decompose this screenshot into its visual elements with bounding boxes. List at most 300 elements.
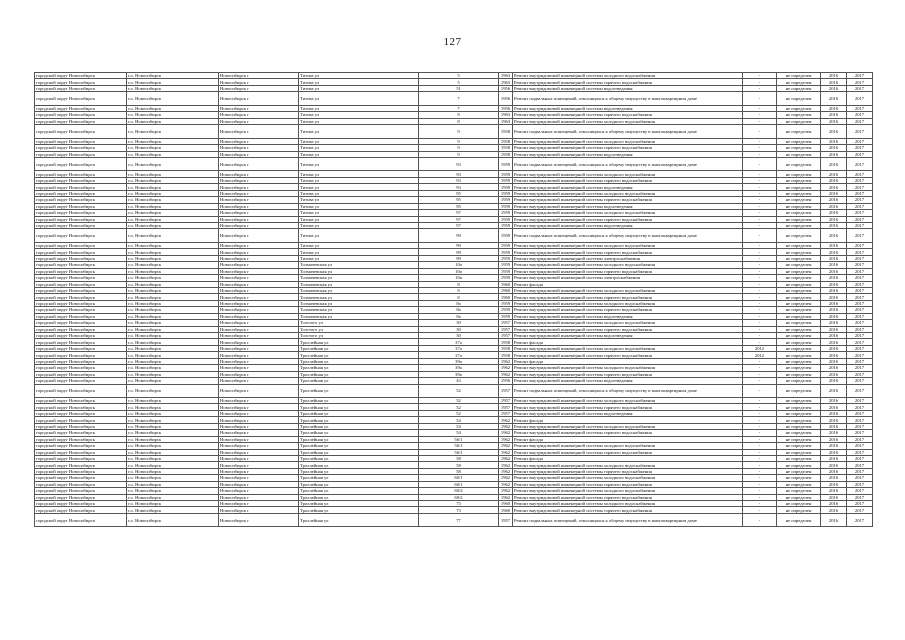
cell-district: городской округ Новосибирск [35, 404, 127, 410]
cell-district: городской округ Новосибирск [35, 378, 127, 384]
cell-locality: Новосибирск г [219, 313, 299, 319]
cell-street: Толмачевская ул [299, 262, 419, 268]
cell-year: 1962 [499, 481, 513, 487]
cell-municipality: г.о. Новосибирск [127, 112, 219, 118]
cell-locality: Новосибирск г [219, 345, 299, 351]
cell-work: Ремонт внутридомовой инженерной системы холодного водоснабжения [513, 171, 743, 177]
cell-year-start: 2016 [821, 184, 847, 190]
cell-work: Ремонт внутридомовой инженерной системы холодного водоснабжения [513, 210, 743, 216]
cell-year-end: 2017 [847, 507, 873, 513]
cell-district: городской округ Новосибирск [35, 417, 127, 423]
cell-year: 1959 [499, 255, 513, 261]
cell-municipality: г.о. Новосибирск [127, 151, 219, 157]
cell-house: 10а [419, 268, 499, 274]
cell-street: Троллейная ул [299, 358, 419, 364]
cell-year-end: 2017 [847, 468, 873, 474]
cell-locality: Новосибирск г [219, 494, 299, 500]
table-row [35, 229, 873, 243]
cell-municipality: г.о. Новосибирск [127, 262, 219, 268]
cell-year-start: 2016 [821, 507, 847, 513]
cell-locality: Новосибирск г [219, 410, 299, 416]
cell-house: 60/1 [419, 475, 499, 481]
cell-district: городской округ Новосибирск [35, 436, 127, 442]
cell-work: Ремонт внутридомовой инженерной системы водоотведения [513, 105, 743, 111]
cell-district: городской округ Новосибирск [35, 197, 127, 203]
cell-year-end: 2017 [847, 358, 873, 364]
cell-locality: Новосибирск г [219, 398, 299, 404]
table-row [35, 384, 873, 398]
cell-street: Титова ул [299, 190, 419, 196]
cell-locality: Новосибирск г [219, 507, 299, 513]
cell-municipality: г.о. Новосибирск [127, 488, 219, 494]
cell-work: Ремонт внутридомовой инженерной системы холодного водоснабжения [513, 73, 743, 79]
cell-house: 52 [419, 404, 499, 410]
cell-year-start: 2016 [821, 300, 847, 306]
cell-dash: - [743, 184, 777, 190]
cell-plan: не определен [777, 79, 821, 85]
cell-year-start: 2016 [821, 326, 847, 332]
cell-house: 97 [419, 216, 499, 222]
cell-locality: Новосибирск г [219, 384, 299, 398]
cell-work: Ремонт внутридомовой инженерной системы холодного водоснабжения [513, 475, 743, 481]
cell-year: 1962 [499, 358, 513, 364]
cell-year: 1960 [499, 294, 513, 300]
cell-municipality: г.о. Новосибирск [127, 216, 219, 222]
cell-plan: не определен [777, 222, 821, 228]
cell-year-end: 2017 [847, 345, 873, 351]
cell-year-start: 2016 [821, 365, 847, 371]
cell-year: 1959 [499, 197, 513, 203]
cell-district: городской округ Новосибирск [35, 352, 127, 358]
table-row [35, 513, 873, 527]
cell-year-end: 2017 [847, 513, 873, 527]
cell-dash: - [743, 481, 777, 487]
cell-street: Титова ул [299, 92, 419, 106]
cell-house: 93 [419, 177, 499, 183]
cell-year-end: 2017 [847, 105, 873, 111]
cell-district: городской округ Новосибирск [35, 242, 127, 248]
cell-year-end: 2017 [847, 436, 873, 442]
cell-year: 1959 [499, 216, 513, 222]
cell-plan: не определен [777, 255, 821, 261]
cell-district: городской округ Новосибирск [35, 229, 127, 243]
cell-work: Ремонт внутридомовой инженерной системы холодного водоснабжения [513, 138, 743, 144]
cell-dash: - [743, 262, 777, 268]
cell-house: 95 [419, 203, 499, 209]
cell-locality: Новосибирск г [219, 112, 299, 118]
cell-house: 39а [419, 371, 499, 377]
cell-locality: Новосибирск г [219, 339, 299, 345]
cell-municipality: г.о. Новосибирск [127, 92, 219, 106]
cell-plan: не определен [777, 197, 821, 203]
cell-work: Ремонт внутридомовой инженерной системы водоотведения [513, 151, 743, 157]
cell-work: Ремонт внутридомовой инженерной системы холодного водоснабжения [513, 345, 743, 351]
cell-municipality: г.о. Новосибирск [127, 85, 219, 91]
cell-year-start: 2016 [821, 118, 847, 124]
cell-year-end: 2017 [847, 210, 873, 216]
cell-year-end: 2017 [847, 157, 873, 171]
cell-dash: - [743, 307, 777, 313]
cell-year-start: 2016 [821, 92, 847, 106]
cell-work: Ремонт внутридомовой инженерной системы холодного водоснабжения [513, 242, 743, 248]
cell-year-end: 2017 [847, 404, 873, 410]
cell-year: 1962 [499, 462, 513, 468]
cell-house: 52 [419, 410, 499, 416]
cell-year-end: 2017 [847, 352, 873, 358]
cell-year-end: 2017 [847, 222, 873, 228]
cell-year-start: 2016 [821, 287, 847, 293]
cell-year: 1957 [499, 326, 513, 332]
cell-municipality: г.о. Новосибирск [127, 462, 219, 468]
cell-year-start: 2016 [821, 398, 847, 404]
cell-municipality: г.о. Новосибирск [127, 352, 219, 358]
cell-house: 37а [419, 345, 499, 351]
cell-work: Ремонт внутридомовой инженерной системы холодного водоснабжения [513, 190, 743, 196]
cell-house: 93 [419, 184, 499, 190]
cell-year-start: 2016 [821, 494, 847, 500]
cell-dash: - [743, 384, 777, 398]
cell-work: Ремонт внутридомовой инженерной системы водоотведения [513, 85, 743, 91]
cell-dash: - [743, 436, 777, 442]
cell-plan: не определен [777, 436, 821, 442]
cell-work: Ремонт внутридомовой инженерной системы водоотведения [513, 184, 743, 190]
cell-locality: Новосибирск г [219, 320, 299, 326]
cell-locality: Новосибирск г [219, 242, 299, 248]
cell-plan: не определен [777, 488, 821, 494]
cell-street: Троллейная ул [299, 436, 419, 442]
cell-year-end: 2017 [847, 171, 873, 177]
cell-year-start: 2016 [821, 157, 847, 171]
cell-dash: - [743, 222, 777, 228]
cell-district: городской округ Новосибирск [35, 138, 127, 144]
cell-plan: не определен [777, 73, 821, 79]
cell-street: Титова ул [299, 112, 419, 118]
cell-year-end: 2017 [847, 410, 873, 416]
cell-plan: не определен [777, 203, 821, 209]
cell-house: 52 [419, 398, 499, 404]
cell-work: Ремонт внутридомовой инженерной системы холодного водоснабжения [513, 262, 743, 268]
cell-plan: не определен [777, 468, 821, 474]
cell-locality: Новосибирск г [219, 488, 299, 494]
cell-district: городской округ Новосибирск [35, 275, 127, 281]
cell-year-start: 2016 [821, 125, 847, 139]
cell-work: Ремонт внутридомовой инженерной системы горячего водоснабжения [513, 507, 743, 513]
table-row [35, 157, 873, 171]
cell-street: Титова ул [299, 105, 419, 111]
cell-year: 1962 [499, 443, 513, 449]
cell-street: Троллейная ул [299, 513, 419, 527]
cell-street: Троллейная ул [299, 404, 419, 410]
cell-year: 1962 [499, 449, 513, 455]
cell-municipality: г.о. Новосибирск [127, 494, 219, 500]
cell-street: Титова ул [299, 138, 419, 144]
cell-municipality: г.о. Новосибирск [127, 307, 219, 313]
cell-municipality: г.о. Новосибирск [127, 468, 219, 474]
cell-municipality: г.о. Новосибирск [127, 118, 219, 124]
cell-street: Троллейная ул [299, 501, 419, 507]
cell-plan: не определен [777, 307, 821, 313]
cell-work: Ремонт внутридомовой инженерной системы водоотведения [513, 333, 743, 339]
cell-plan: не определен [777, 300, 821, 306]
cell-street: Троллейная ул [299, 481, 419, 487]
cell-district: городской округ Новосибирск [35, 365, 127, 371]
cell-house: 95 [419, 197, 499, 203]
cell-municipality: г.о. Новосибирск [127, 430, 219, 436]
cell-dash: - [743, 157, 777, 171]
cell-district: городской округ Новосибирск [35, 371, 127, 377]
cell-municipality: г.о. Новосибирск [127, 423, 219, 429]
cell-district: городской округ Новосибирск [35, 455, 127, 461]
cell-district: городской округ Новосибирск [35, 384, 127, 398]
cell-plan: не определен [777, 125, 821, 139]
cell-locality: Новосибирск г [219, 229, 299, 243]
cell-plan: не определен [777, 417, 821, 423]
cell-work: Ремонт подвальных помещений, относящихся к общему имуществу в многоквартирном доме [513, 125, 743, 139]
cell-house: 8 [419, 287, 499, 293]
cell-house: 8а [419, 313, 499, 319]
cell-district: городской округ Новосибирск [35, 294, 127, 300]
cell-dash: - [743, 216, 777, 222]
cell-district: городской округ Новосибирск [35, 268, 127, 274]
table-body [35, 73, 873, 527]
cell-locality: Новосибирск г [219, 73, 299, 79]
cell-dash: - [743, 125, 777, 139]
cell-year-start: 2016 [821, 210, 847, 216]
cell-year: 1959 [499, 210, 513, 216]
cell-year: 1962 [499, 436, 513, 442]
cell-dash: - [743, 171, 777, 177]
cell-year-start: 2016 [821, 475, 847, 481]
cell-dash: - [743, 287, 777, 293]
cell-house: 7 [419, 105, 499, 111]
cell-locality: Новосибирск г [219, 430, 299, 436]
cell-year-start: 2016 [821, 455, 847, 461]
cell-plan: не определен [777, 345, 821, 351]
cell-locality: Новосибирск г [219, 222, 299, 228]
cell-locality: Новосибирск г [219, 358, 299, 364]
cell-year-end: 2017 [847, 455, 873, 461]
cell-dash: 2012 [743, 352, 777, 358]
cell-locality: Новосибирск г [219, 138, 299, 144]
cell-year: 1962 [499, 430, 513, 436]
cell-dash: - [743, 281, 777, 287]
cell-year: 1962 [499, 365, 513, 371]
cell-dash: - [743, 73, 777, 79]
cell-year-end: 2017 [847, 398, 873, 404]
cell-year-end: 2017 [847, 262, 873, 268]
cell-street: Толмачевская ул [299, 313, 419, 319]
cell-street: Толмачевская ул [299, 268, 419, 274]
cell-dash: - [743, 190, 777, 196]
cell-street: Толмачевская ул [299, 275, 419, 281]
cell-year-end: 2017 [847, 197, 873, 203]
cell-house: 8 [419, 112, 499, 118]
cell-year-end: 2017 [847, 488, 873, 494]
cell-year-end: 2017 [847, 481, 873, 487]
cell-year-start: 2016 [821, 371, 847, 377]
cell-street: Троллейная ул [299, 371, 419, 377]
cell-municipality: г.о. Новосибирск [127, 358, 219, 364]
cell-street: Троллейная ул [299, 339, 419, 345]
cell-district: городской округ Новосибирск [35, 203, 127, 209]
cell-locality: Новосибирск г [219, 190, 299, 196]
cell-year: 1959 [499, 242, 513, 248]
cell-locality: Новосибирск г [219, 255, 299, 261]
cell-year: 1957 [499, 513, 513, 527]
cell-locality: Новосибирск г [219, 481, 299, 487]
cell-house: 37а [419, 352, 499, 358]
cell-year-end: 2017 [847, 73, 873, 79]
cell-plan: не определен [777, 475, 821, 481]
cell-year-start: 2016 [821, 203, 847, 209]
cell-house: 56/1 [419, 436, 499, 442]
cell-municipality: г.о. Новосибирск [127, 326, 219, 332]
cell-municipality: г.о. Новосибирск [127, 184, 219, 190]
cell-work: Ремонт внутридомовой инженерной системы холодного водоснабжения [513, 488, 743, 494]
cell-year-end: 2017 [847, 365, 873, 371]
cell-work: Ремонт фасада [513, 339, 743, 345]
cell-house: 99 [419, 242, 499, 248]
cell-plan: не определен [777, 262, 821, 268]
cell-house: 8 [419, 281, 499, 287]
cell-year-end: 2017 [847, 203, 873, 209]
cell-year: 1956 [499, 105, 513, 111]
cell-locality: Новосибирск г [219, 249, 299, 255]
cell-municipality: г.о. Новосибирск [127, 365, 219, 371]
cell-plan: не определен [777, 449, 821, 455]
cell-municipality: г.о. Новосибирск [127, 320, 219, 326]
cell-year-end: 2017 [847, 313, 873, 319]
cell-plan: не определен [777, 513, 821, 527]
cell-plan: не определен [777, 138, 821, 144]
cell-locality: Новосибирск г [219, 352, 299, 358]
cell-district: городской округ Новосибирск [35, 475, 127, 481]
cell-municipality: г.о. Новосибирск [127, 275, 219, 281]
cell-plan: не определен [777, 443, 821, 449]
cell-dash: - [743, 326, 777, 332]
cell-dash: - [743, 443, 777, 449]
cell-plan: не определен [777, 268, 821, 274]
cell-year-start: 2016 [821, 73, 847, 79]
cell-year-end: 2017 [847, 92, 873, 106]
cell-plan: не определен [777, 352, 821, 358]
cell-year: 1960 [499, 507, 513, 513]
page-number: 127 [443, 36, 462, 48]
cell-dash: - [743, 462, 777, 468]
cell-house: 7 [419, 92, 499, 106]
cell-house: 8а [419, 307, 499, 313]
cell-year-start: 2016 [821, 307, 847, 313]
cell-district: городской округ Новосибирск [35, 313, 127, 319]
cell-street: Титова ул [299, 151, 419, 157]
cell-year-end: 2017 [847, 112, 873, 118]
cell-year-start: 2016 [821, 313, 847, 319]
cell-street: Троллейная ул [299, 449, 419, 455]
cell-year-start: 2016 [821, 216, 847, 222]
cell-year-start: 2016 [821, 249, 847, 255]
cell-work: Ремонт внутридомовой инженерной системы горячего водоснабжения [513, 404, 743, 410]
cell-locality: Новосибирск г [219, 203, 299, 209]
cell-year-end: 2017 [847, 494, 873, 500]
cell-street: Титова ул [299, 73, 419, 79]
cell-street: Троллейная ул [299, 507, 419, 513]
cell-street: Титова ул [299, 203, 419, 209]
cell-street: Титова ул [299, 197, 419, 203]
cell-district: городской округ Новосибирск [35, 501, 127, 507]
cell-municipality: г.о. Новосибирск [127, 371, 219, 377]
cell-house: 30 [419, 326, 499, 332]
cell-municipality: г.о. Новосибирск [127, 268, 219, 274]
cell-district: городской округ Новосибирск [35, 320, 127, 326]
cell-year-start: 2016 [821, 358, 847, 364]
cell-plan: не определен [777, 371, 821, 377]
cell-year: 1963 [499, 73, 513, 79]
cell-year-start: 2016 [821, 423, 847, 429]
cell-dash: 2012 [743, 345, 777, 351]
cell-district: городской округ Новосибирск [35, 73, 127, 79]
cell-street: Титова ул [299, 249, 419, 255]
cell-year-end: 2017 [847, 268, 873, 274]
cell-work: Ремонт внутридомовой инженерной системы горячего водоснабжения [513, 268, 743, 274]
cell-municipality: г.о. Новосибирск [127, 384, 219, 398]
cell-locality: Новосибирск г [219, 92, 299, 106]
cell-municipality: г.о. Новосибирск [127, 481, 219, 487]
cell-year: 1963 [499, 112, 513, 118]
cell-dash: - [743, 333, 777, 339]
cell-year: 1958 [499, 145, 513, 151]
cell-year: 1959 [499, 184, 513, 190]
cell-dash: - [743, 229, 777, 243]
cell-house: 97 [419, 210, 499, 216]
cell-year: 1962 [499, 494, 513, 500]
cell-year: 1958 [499, 339, 513, 345]
cell-locality: Новосибирск г [219, 455, 299, 461]
cell-district: городской округ Новосибирск [35, 125, 127, 139]
cell-locality: Новосибирск г [219, 177, 299, 183]
cell-work: Ремонт внутридомовой инженерной системы горячего водоснабжения [513, 468, 743, 474]
cell-street: Титова ул [299, 79, 419, 85]
cell-year: 1959 [499, 229, 513, 243]
cell-municipality: г.о. Новосибирск [127, 73, 219, 79]
cell-district: городской округ Новосибирск [35, 507, 127, 513]
cell-plan: не определен [777, 287, 821, 293]
cell-plan: не определен [777, 157, 821, 171]
cell-year: 1960 [499, 501, 513, 507]
cell-locality: Новосибирск г [219, 365, 299, 371]
cell-district: городской округ Новосибирск [35, 423, 127, 429]
cell-plan: не определен [777, 105, 821, 111]
cell-district: городской округ Новосибирск [35, 222, 127, 228]
cell-work: Ремонт внутридомовой инженерной системы водоотведения [513, 203, 743, 209]
cell-dash: - [743, 513, 777, 527]
cell-dash: - [743, 501, 777, 507]
cell-year-end: 2017 [847, 371, 873, 377]
cell-plan: не определен [777, 423, 821, 429]
cell-house: 60/1 [419, 481, 499, 487]
cell-year-start: 2016 [821, 320, 847, 326]
cell-year-end: 2017 [847, 339, 873, 345]
cell-work: Ремонт внутридомовой инженерной системы горячего водоснабжения [513, 216, 743, 222]
cell-district: городской округ Новосибирск [35, 410, 127, 416]
cell-district: городской округ Новосибирск [35, 281, 127, 287]
cell-year-start: 2016 [821, 85, 847, 91]
cell-year: 1960 [499, 287, 513, 293]
cell-district: городской округ Новосибирск [35, 300, 127, 306]
cell-year-start: 2016 [821, 151, 847, 157]
cell-year-end: 2017 [847, 281, 873, 287]
cell-house: 60/2 [419, 494, 499, 500]
cell-locality: Новосибирск г [219, 157, 299, 171]
